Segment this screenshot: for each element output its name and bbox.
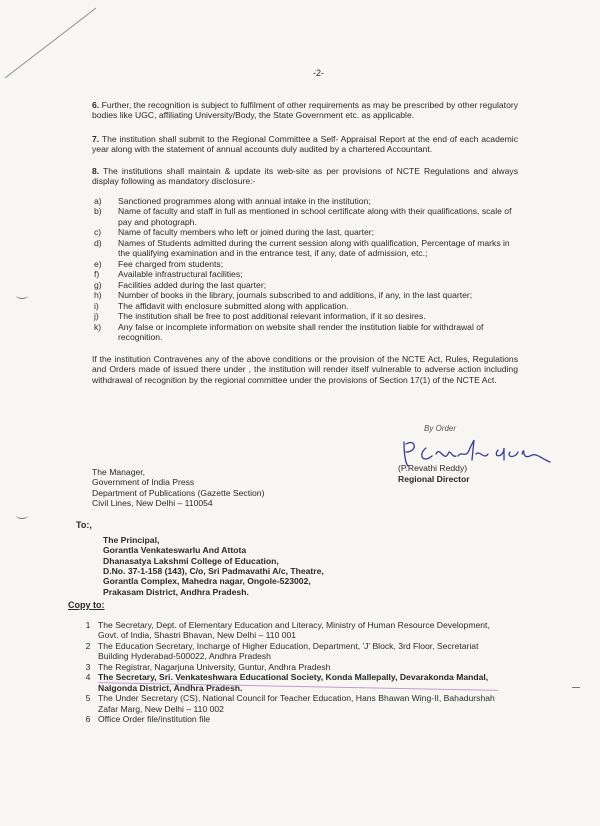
list-item-key: i) [94, 300, 99, 311]
list-item-number: 3 [85, 661, 91, 672]
signatory-title: Regional Director [398, 474, 470, 485]
list-item-text: Name of faculty members who left or joined during the last, quarter; [118, 227, 375, 238]
list-item-text: The Registrar, Nagarjuna University, Guntur, Andhra Pradesh [98, 661, 331, 672]
list-item-text: The Secretary, Sri. Venkateshwara Educational Society, Konda Mallepally, Devarakonda Mandal, Nalgonda District, Andhra Pradesh. [98, 672, 489, 693]
list-item [92, 196, 518, 206]
address-line: Government of India Press [92, 477, 195, 488]
paragraph-6 [92, 100, 518, 121]
punch-hole-mark [16, 512, 28, 519]
list-item [92, 269, 518, 279]
list-item [92, 290, 518, 300]
list-item [92, 301, 518, 311]
to-label: To:, [76, 520, 92, 530]
punch-hole-mark [16, 292, 28, 299]
list-item-number: 2 [85, 640, 91, 651]
list-item-text: Sanctioned programmes along with annual intake in the institution; [118, 196, 371, 206]
address-line: D.No. 37-1-158 (143), C/o, Sri Padmavathi A/c, Theatre, [103, 565, 324, 576]
list-item-number: 4 [85, 672, 91, 683]
list-item [78, 641, 498, 662]
list-item-key: g) [94, 279, 102, 290]
list-item-key: h) [94, 290, 102, 301]
manager-address [92, 467, 264, 508]
list-item-text: Names of Students admitted during the current session along with qualification, Percentage of marks in the qualifying examination and in the entrance test, if any, date of admission, etc.; [118, 237, 510, 259]
list-item [92, 206, 518, 227]
by-order-text: By Order [424, 424, 457, 433]
list-item-number: 5 [85, 693, 91, 704]
list-item-key: e) [94, 258, 102, 269]
list-item-key: c) [94, 227, 102, 238]
paragraph-8-number: 8. [92, 166, 100, 176]
list-item [92, 280, 518, 290]
list-item-key: f) [94, 269, 100, 280]
paragraph-7 [92, 134, 518, 155]
margin-dash [572, 687, 580, 688]
list-item-text: The affidavit with enclosure submitted along with application. [118, 300, 349, 311]
list-item-key: d) [94, 237, 102, 248]
list-item [92, 227, 518, 237]
list-item-text: Number of books in the library, journals subscribed to and additions, if any, in the last quarter; [118, 290, 473, 301]
list-item-text: Fee charged from students; [118, 258, 224, 269]
list-item-text: Available infrastructural facilities; [118, 269, 243, 280]
list-item [78, 620, 498, 641]
list-item [92, 238, 518, 259]
list-item-key: k) [94, 321, 102, 332]
list-item-key: b) [94, 206, 102, 217]
address-line: Prakasam District, Andhra Pradesh. [103, 586, 249, 597]
address-line: The Principal, [103, 535, 160, 545]
paragraph-7-text: The institution shall submit to the Regional Committee a Self- Appraisal Report at the end of each academic year along with the statement of annual accounts duly audited by a chartered Accountant. [92, 134, 519, 155]
list-item [78, 714, 498, 724]
list-item-text: Office Order file/institution file [98, 714, 211, 725]
list-item-text: Facilities added during the last quarter; [118, 279, 267, 290]
list-item-text: The Secretary, Dept. of Elementary Education and Literacy, Ministry of Human Resource Development, Govt. of India, Shastri Bhavan, New Delhi – 110 001 [98, 620, 490, 641]
list-item [78, 693, 498, 714]
list-item-text: Name of faculty and staff in full as mentioned in school certificate along with their qualifications, scale of pay and photograph. [118, 206, 512, 227]
disclosure-list [92, 196, 518, 343]
page-number: -2- [313, 68, 324, 78]
copy-to-label: Copy to: [68, 600, 105, 610]
list-item [92, 311, 518, 321]
scan-fold-line [0, 0, 120, 80]
copy-to-list [78, 620, 498, 725]
paragraph-7-number: 7. [92, 134, 100, 144]
signatory-block [398, 463, 470, 485]
signatory-name: (P.Revathi Reddy) [398, 463, 468, 473]
paragraph-6-number: 6. [92, 100, 100, 110]
address-line: Department of Publications (Gazette Section) [92, 487, 265, 498]
list-item [92, 259, 518, 269]
address-line: Gorantla Complex, Mahedra nagar, Ongole-523002, [103, 576, 311, 587]
paragraph-6-text: Further, the recognition is subject to fulfilment of other requirements as may be prescribed by other regulatory bodies like UGC, affiliating University/Body, the State Government etc. as applicable. [92, 100, 519, 121]
list-item-key: a) [94, 196, 102, 206]
list-item-text: The Education Secretary, Incharge of Higher Education, Department, 'J' Block, 3rd Floor, Secretariat Building Hyderabad-500022, Andhra Pradesh [98, 640, 479, 662]
paragraph-8-text: The institutions shall maintain & update its web-site as per provisions of NCTE Regulations and always display following as mandatory disclosure:- [92, 166, 519, 187]
address-line: Civil Lines, New Delhi – 110054 [92, 497, 213, 508]
list-item-key: j) [94, 311, 99, 322]
list-item [78, 662, 498, 672]
list-item-number: 1 [85, 620, 91, 630]
address-line: The Manager, [92, 467, 146, 477]
list-item-number: 6 [85, 714, 91, 725]
list-item-text: The Under Secretary (CS), National Council for Teacher Education, Hans Bhawan Wing-II, Bahadurshah Zafar Marg, New Delhi – 110 002 [98, 693, 495, 714]
contravene-paragraph: If the institution Contravenes any of the above conditions or the provision of the NCTE Act, Rules, Regulations and Orders made of issued there under , the institution will render itself vulnerable to adverse action including withdrawal of recognition by the regional committee under the provisions of Section 17(1) of the NCTE Act. [92, 354, 518, 385]
list-item-text: The institution shall be free to post additional relevant information, if it so desires. [118, 311, 426, 322]
address-line: Dhanasatya Lakshmi College of Education, [103, 555, 279, 566]
paragraph-8 [92, 166, 518, 187]
list-item-text: Any false or incomplete information on website shall render the institution liable for withdrawal of recognition. [118, 321, 484, 343]
address-line: Gorantla Venkateswarlu And Attota [103, 545, 247, 556]
list-item [92, 322, 518, 343]
recipient-address [103, 535, 324, 597]
